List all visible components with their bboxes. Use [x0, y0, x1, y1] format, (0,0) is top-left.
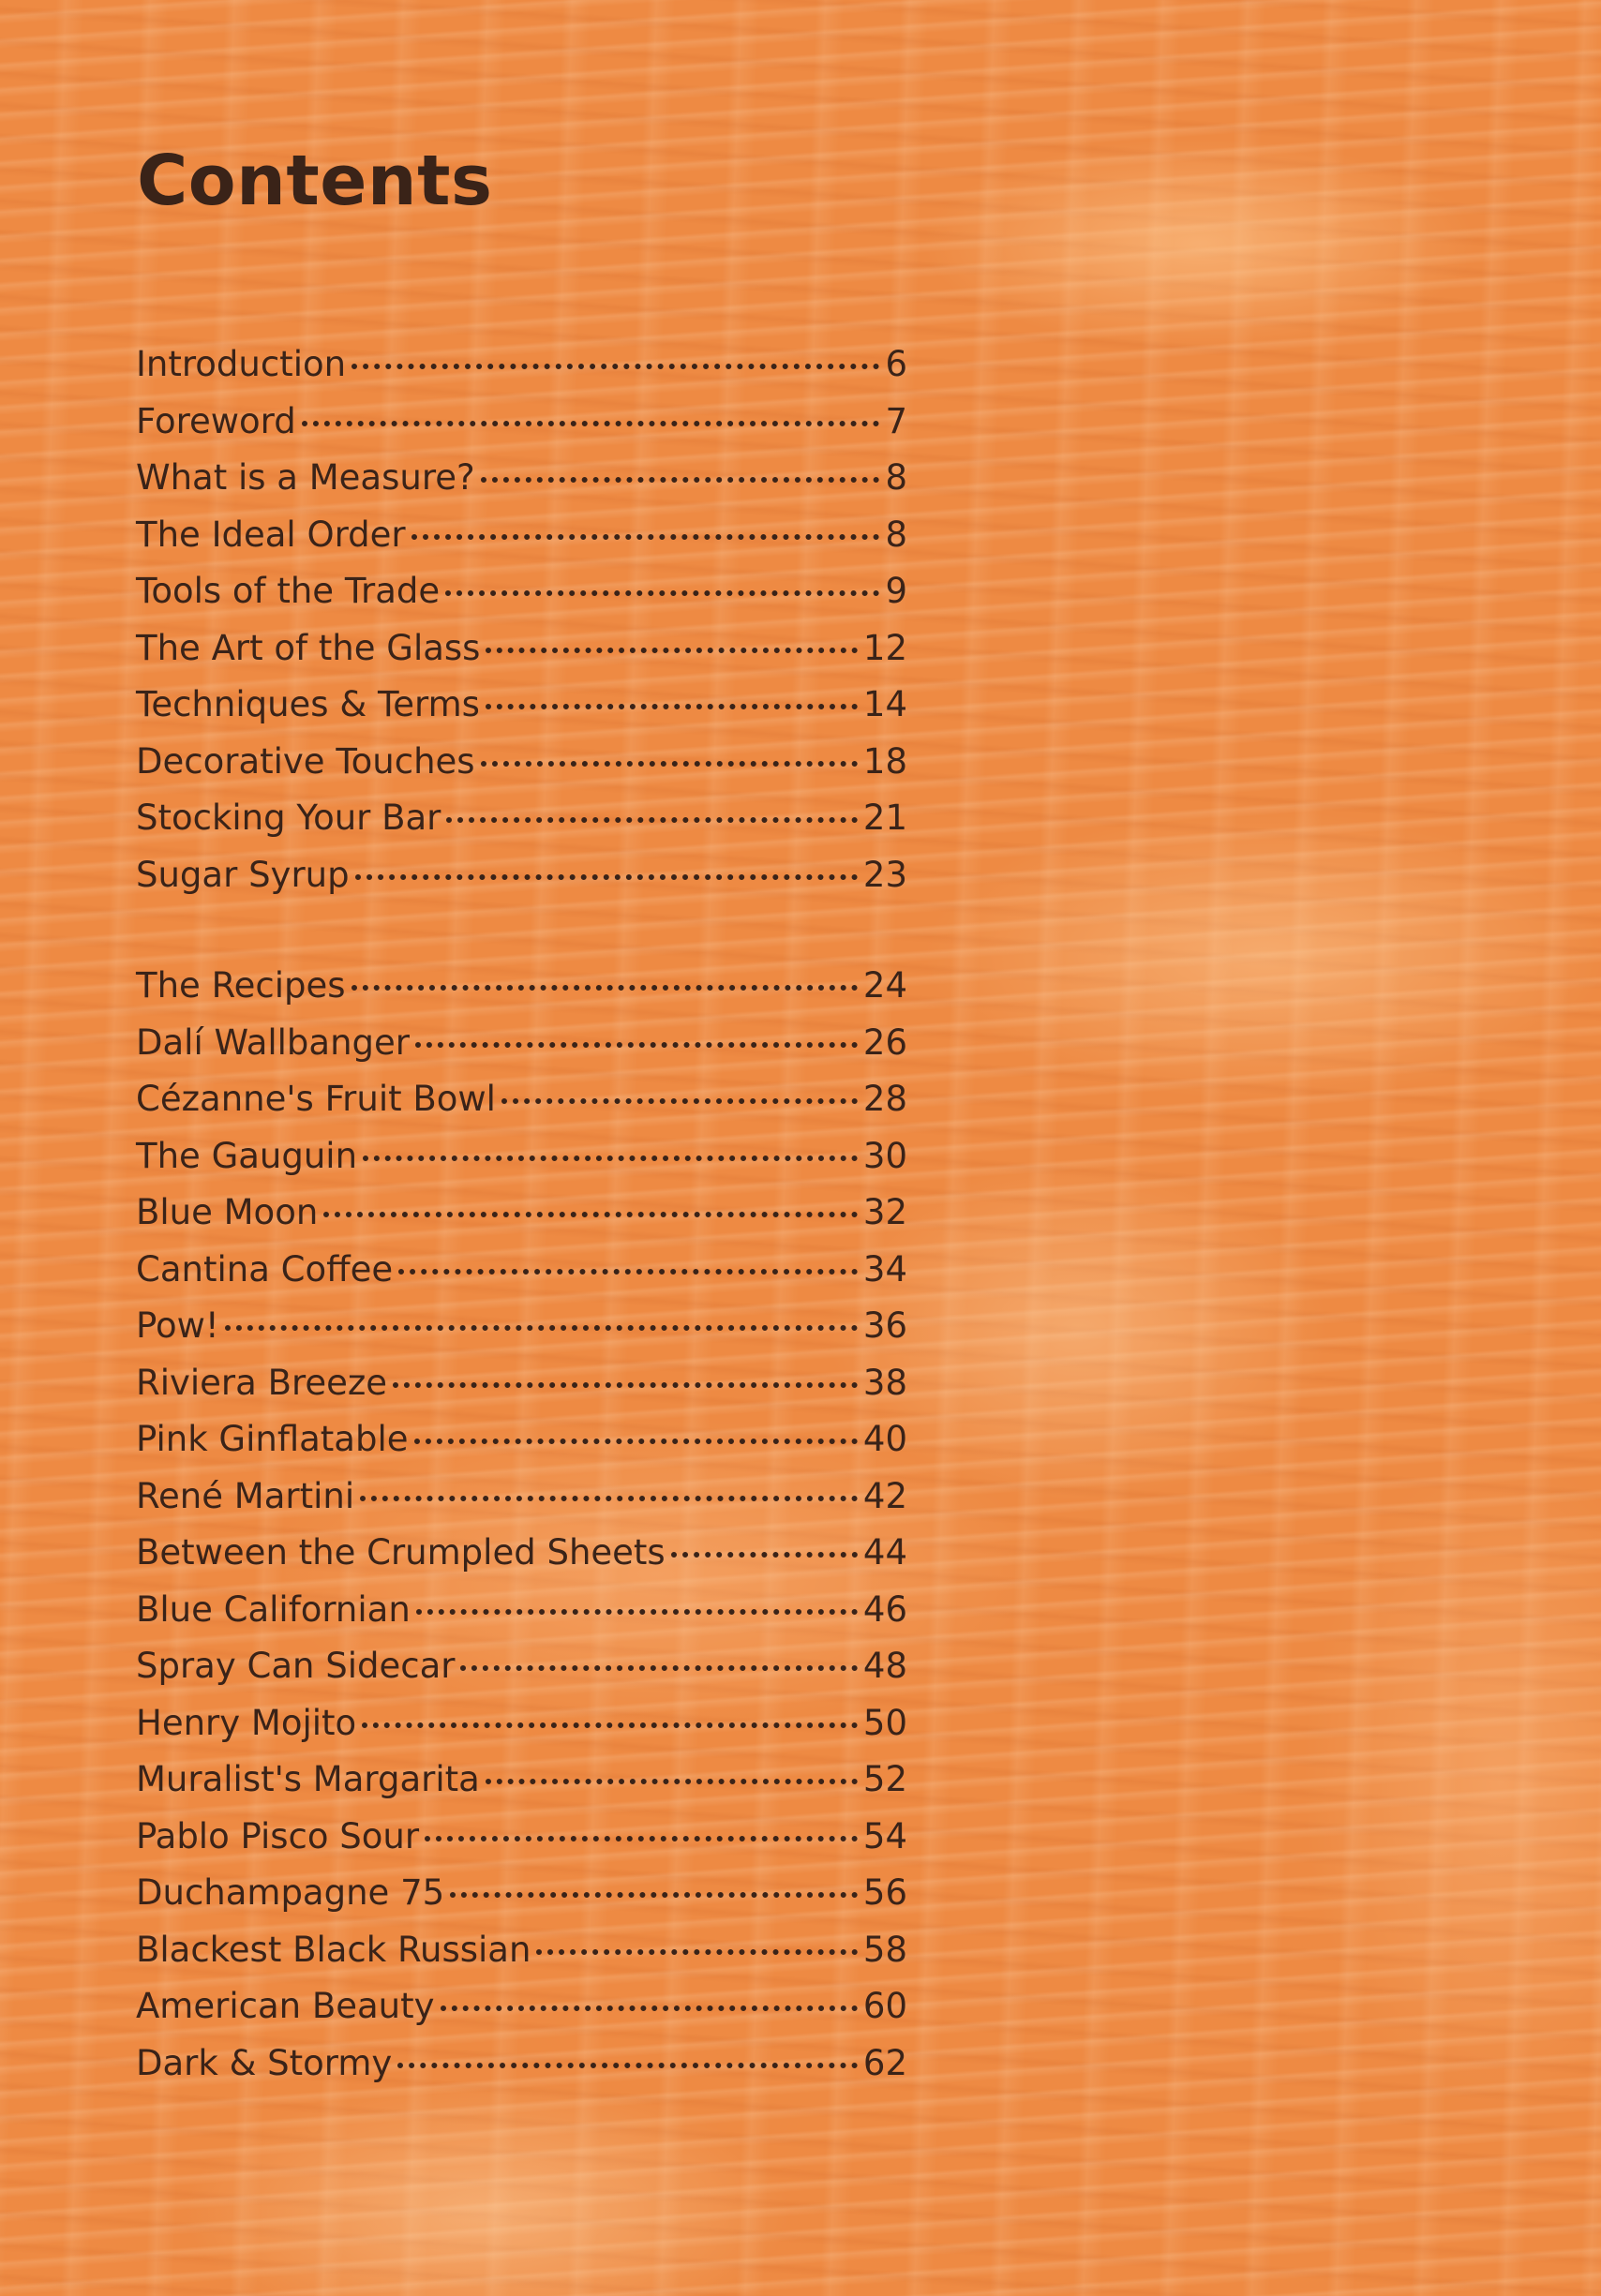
dot-leader [352, 364, 879, 369]
dot-leader [416, 1609, 858, 1615]
dot-leader [360, 1496, 858, 1501]
toc-entry-label: René Martini [136, 1475, 355, 1516]
toc-entry-page: 12 [862, 627, 907, 668]
toc-entry[interactable] [136, 1986, 907, 2043]
dot-leader [446, 817, 858, 823]
toc-entry[interactable] [136, 1249, 907, 1306]
toc-entry-page: 40 [862, 1419, 907, 1459]
toc-entry[interactable] [136, 1646, 907, 1703]
toc-entry[interactable] [136, 2043, 907, 2100]
toc-entry-label: Tools of the Trade [136, 571, 441, 611]
dot-leader [352, 985, 858, 991]
toc-entry-label: Spray Can Sidecar [136, 1646, 456, 1686]
dot-leader [460, 1665, 857, 1671]
toc-entry[interactable] [136, 1192, 907, 1249]
toc-entry[interactable] [136, 344, 907, 401]
dot-leader [450, 1892, 858, 1898]
dot-leader [355, 874, 858, 880]
dot-leader [323, 1212, 858, 1217]
toc-entry-page: 52 [862, 1759, 907, 1799]
toc-entry-page: 48 [862, 1646, 907, 1686]
dot-leader [398, 1269, 858, 1275]
toc-entry-page: 36 [862, 1305, 907, 1346]
toc-entry-label: The Recipes [136, 965, 346, 1006]
toc-entry-label: Riviera Breeze [136, 1362, 388, 1403]
toc-entry-label: Henry Mojito [136, 1702, 357, 1743]
toc-entry[interactable] [136, 401, 907, 458]
toc-entry-page: 18 [862, 740, 907, 782]
toc-entry-label: Blue Moon [136, 1192, 319, 1232]
dot-leader [363, 1155, 858, 1161]
toc-entry-page: 23 [862, 854, 907, 895]
dot-leader [501, 1098, 858, 1104]
toc-entry-page: 56 [862, 1872, 907, 1913]
toc-entry-page: 8 [885, 514, 907, 555]
toc-entry-page: 9 [885, 571, 907, 611]
dot-leader [302, 421, 880, 426]
toc-entry-label: Introduction [136, 344, 347, 384]
toc-entry[interactable] [136, 1759, 907, 1816]
toc-entry-page: 24 [862, 965, 907, 1006]
toc-entry-page: 26 [862, 1021, 907, 1063]
toc-entry[interactable] [136, 1079, 907, 1136]
toc-entry-page: 32 [862, 1192, 907, 1232]
toc-entry-label: Stocking Your Bar [136, 798, 441, 838]
dot-leader [397, 2063, 858, 2068]
toc-entry-label: Decorative Touches [136, 740, 475, 782]
toc-entry[interactable] [136, 1589, 907, 1647]
toc-entry-label: Duchampagne 75 [136, 1872, 445, 1913]
toc-recipes [136, 965, 907, 2099]
toc-entry-label: Foreword [136, 400, 296, 441]
toc-entry[interactable] [136, 1476, 907, 1533]
toc-entry-label: The Ideal Order [136, 514, 406, 555]
toc-entry-label: Blackest Black Russian [136, 1929, 531, 1970]
toc-entry[interactable] [136, 1703, 907, 1760]
toc-entry-page: 28 [862, 1079, 907, 1119]
toc-entry-page: 21 [862, 798, 907, 838]
toc-entry-label: Muralist's Margarita [136, 1759, 480, 1799]
toc-entry[interactable] [136, 1022, 907, 1080]
toc-entry-page: 8 [885, 457, 907, 498]
toc-entry-label: Dark & Stormy [136, 2042, 393, 2083]
toc-entry-label: Sugar Syrup [136, 854, 350, 895]
dot-leader [481, 477, 880, 483]
toc-entry-page: 44 [862, 1532, 907, 1573]
toc-entry-page: 7 [885, 400, 907, 441]
toc-entry-label: The Art of the Glass [136, 627, 481, 668]
toc-entry-page: 42 [862, 1475, 907, 1516]
toc-entry-page: 62 [862, 2042, 907, 2083]
toc-entry[interactable] [136, 741, 907, 798]
dot-leader [393, 1382, 858, 1388]
toc-entry[interactable] [136, 457, 907, 514]
toc-entry-label: What is a Measure? [136, 457, 475, 498]
toc-entry-page: 58 [862, 1929, 907, 1970]
toc-entry[interactable] [136, 798, 907, 855]
toc-entry-page: 34 [862, 1248, 907, 1290]
dot-leader [671, 1552, 858, 1558]
toc-entry[interactable] [136, 1419, 907, 1476]
toc-entry-label: Pablo Pisco Sour [136, 1815, 420, 1856]
dot-leader [486, 1779, 858, 1784]
dot-leader [445, 590, 879, 596]
toc-entry-page: 30 [862, 1135, 907, 1176]
toc-entry[interactable] [136, 571, 907, 628]
toc-entry-page: 60 [862, 1986, 907, 2026]
toc-entry-label: Pow! [136, 1305, 219, 1346]
page-title: Contents [137, 141, 493, 221]
toc-entry[interactable] [136, 1305, 907, 1363]
toc-entry-page: 50 [862, 1702, 907, 1743]
dot-leader [362, 1722, 858, 1728]
toc-entry[interactable] [136, 1930, 907, 1987]
toc-entry[interactable] [136, 1136, 907, 1193]
dot-leader [486, 704, 858, 709]
toc-entry-page: 6 [885, 344, 907, 384]
dot-leader [481, 761, 858, 767]
toc-entry[interactable] [136, 1816, 907, 1873]
toc-entry-label: Between the Crumpled Sheets [136, 1532, 666, 1573]
toc-entry[interactable] [136, 514, 907, 572]
toc-entry-page: 54 [862, 1815, 907, 1856]
dot-leader [486, 648, 857, 653]
dot-leader [414, 1439, 858, 1444]
toc-entry-label: Cézanne's Fruit Bowl [136, 1079, 496, 1119]
toc-entry[interactable] [136, 965, 907, 1022]
dot-leader [225, 1325, 858, 1331]
dot-leader [415, 1042, 858, 1048]
toc-entry-label: Techniques & Terms [136, 684, 480, 724]
toc-entry-page: 38 [862, 1362, 907, 1403]
toc-entry[interactable] [136, 1363, 907, 1420]
toc-entry[interactable] [136, 628, 907, 685]
toc-entry-label: Cantina Coffee [136, 1248, 394, 1290]
toc-entry-label: Dalí Wallbanger [136, 1021, 411, 1063]
toc-entry[interactable] [136, 855, 907, 912]
dot-leader [441, 2005, 858, 2011]
dot-leader [425, 1836, 858, 1841]
dot-leader [536, 1949, 857, 1955]
toc-entry-label: Pink Ginflatable [136, 1419, 409, 1459]
toc-entry-label: American Beauty [136, 1986, 435, 2026]
toc-entry-label: The Gauguin [136, 1135, 358, 1176]
toc-entry[interactable] [136, 1532, 907, 1589]
toc-entry-page: 46 [862, 1588, 907, 1630]
toc-entry-page: 14 [862, 684, 907, 724]
dot-leader [411, 534, 880, 540]
toc-entry[interactable] [136, 1872, 907, 1930]
toc-front-matter [136, 344, 907, 911]
toc-entry-label: Blue Californian [136, 1588, 411, 1630]
toc-entry[interactable] [136, 684, 907, 741]
